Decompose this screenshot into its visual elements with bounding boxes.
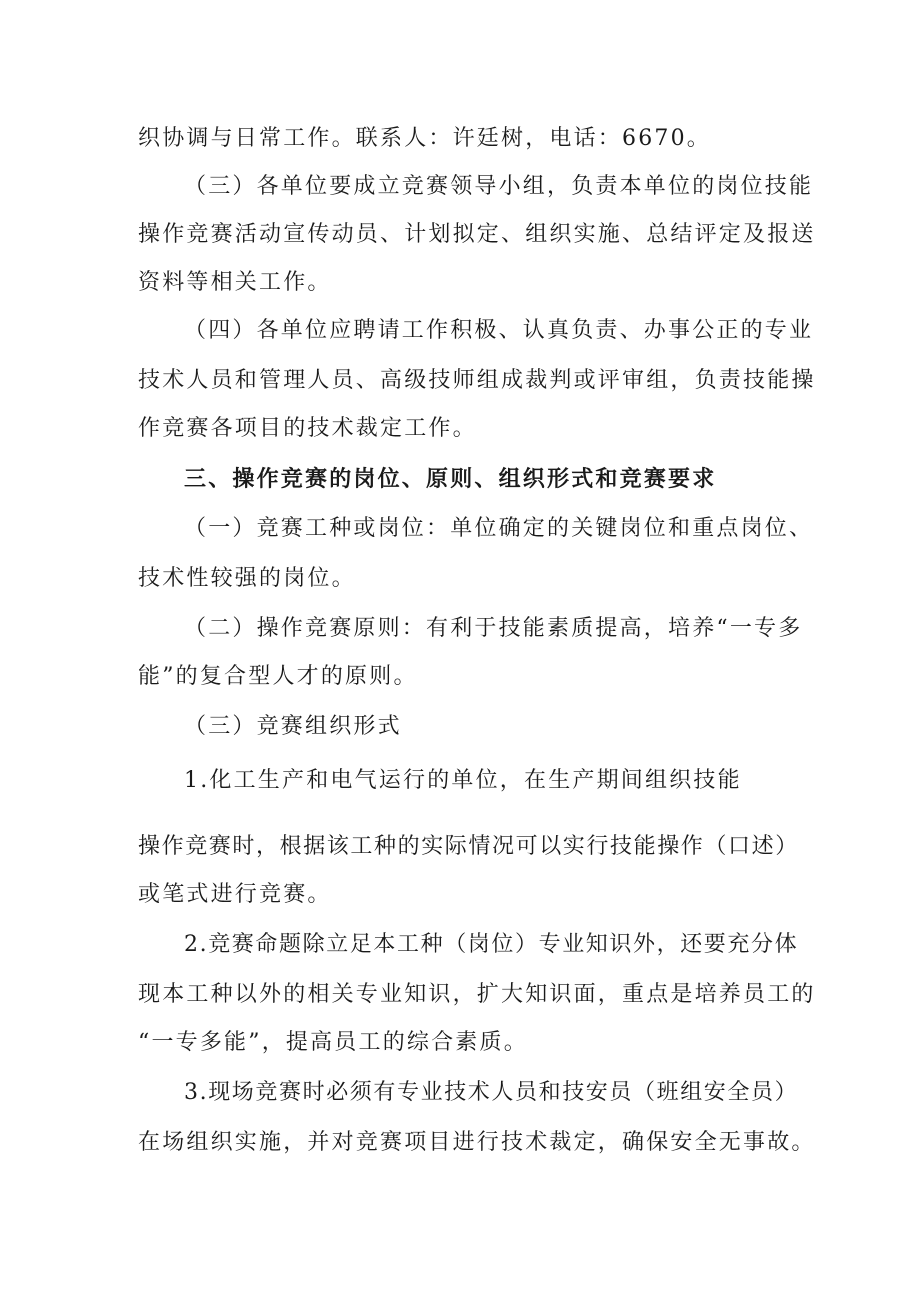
paragraph-line: 操作竞赛活动宣传动员、计划拟定、组织实施、总结评定及报送	[138, 222, 816, 247]
paragraph-line: 资料等相关工作。	[138, 270, 332, 295]
paragraph-line: 3.现场竞赛时必须有专业技术人员和技安员（班组安全员）	[184, 1080, 799, 1105]
paragraph-line: 技术性较强的岗位。	[138, 566, 356, 591]
paragraph-line: 技术人员和管理人员、高级技师组成裁判或评审组，负责技能操	[138, 368, 816, 393]
paragraph-line: 能”的复合型人才的原则。	[138, 664, 418, 689]
paragraph-line: 织协调与日常工作。联系人：许廷树，电话：6670。	[138, 126, 711, 151]
paragraph-line: （四）各单位应聘请工作积极、认真负责、办事公正的专业	[184, 318, 814, 343]
paragraph-line: 2.竞赛命题除立足本工种（岗位）专业知识外，还要充分体	[184, 932, 799, 957]
paragraph-line: 或笔式进行竞赛。	[138, 882, 332, 907]
paragraph-line: 操作竞赛时，根据该工种的实际情况可以实行技能操作（口述）	[138, 834, 799, 859]
paragraph-line: 作竞赛各项目的技术裁定工作。	[138, 416, 477, 441]
paragraph-line: （二）操作竞赛原则：有利于技能素质提高，培养“一专多	[184, 616, 803, 641]
subsection-heading: （三）竞赛组织形式	[184, 714, 402, 739]
paragraph-line: 在场组织实施，并对竞赛项目进行技术裁定，确保安全无事故。	[138, 1130, 816, 1155]
paragraph-line: （一）竞赛工种或岗位：单位确定的关键岗位和重点岗位、	[184, 516, 814, 541]
paragraph-line: 现本工种以外的相关专业知识，扩大知识面，重点是培养员工的	[138, 982, 816, 1007]
paragraph-line: （三）各单位要成立竞赛领导小组，负责本单位的岗位技能	[184, 174, 814, 199]
section-heading: 三、操作竞赛的岗位、原则、组织形式和竞赛要求	[184, 466, 717, 492]
paragraph-line: 1.化工生产和电气运行的单位，在生产期间组织技能	[184, 768, 742, 793]
paragraph-line: “一专多能”，提高员工的综合素质。	[138, 1030, 528, 1055]
